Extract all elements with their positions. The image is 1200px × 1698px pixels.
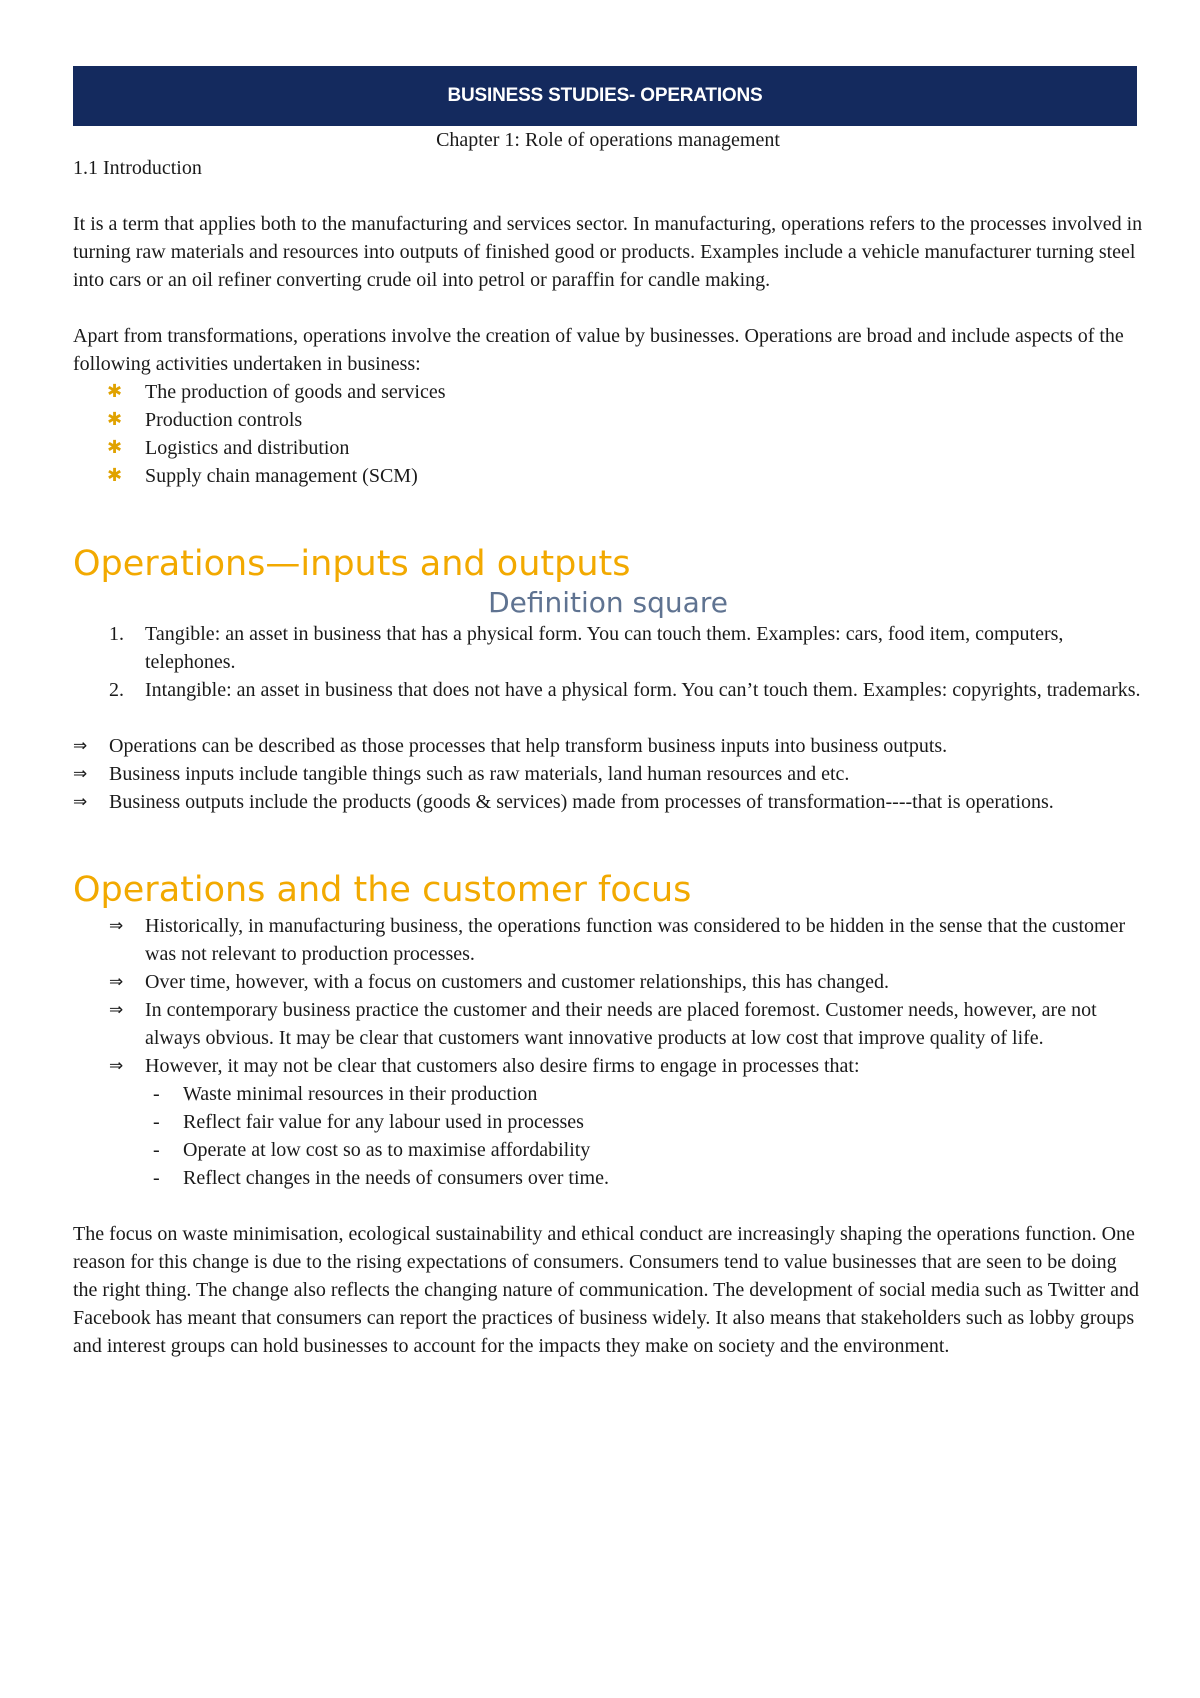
arrow-bullet-icon: ⇒ [109, 1056, 124, 1076]
list-item: - Reflect fair value for any labour used in processes [73, 1108, 1143, 1136]
list-item: 1. Tangible: an asset in business that has a physical form. You can touch them. Examples: cars, food item, computers, telephones. [109, 623, 1064, 673]
list-item: - Reflect changes in the needs of consumers over time. [73, 1164, 1143, 1192]
arrow-bullet-icon: ⇒ [109, 916, 124, 936]
list-item: ⇒ In contemporary business practice the customer and their needs are placed foremost. Customer needs, however, are not always obvious. It may be clear that customers want innovative products at low cost that improve quality of life. [73, 996, 1143, 1052]
list-item: ⇒ Business inputs include tangible things such as raw materials, land human resources and etc. [73, 760, 1143, 788]
inputs-outputs-heading: Operations—inputs and outputs [73, 544, 631, 584]
list-item: ⇒ Operations can be described as those processes that help transform business inputs into business outputs. [73, 732, 1143, 760]
header-title: BUSINESS STUDIES- OPERATIONS [447, 85, 763, 106]
star-bullet-icon: ✱ [107, 465, 123, 486]
header-banner [73, 66, 1137, 126]
activities-list [73, 378, 1143, 490]
star-bullet-icon: ✱ [107, 437, 123, 458]
star-bullet-icon: ✱ [107, 409, 123, 430]
arrow-bullet-icon: ⇒ [73, 792, 88, 812]
arrow-bullet-icon: ⇒ [73, 736, 88, 756]
intro-heading: 1.1 Introduction [73, 157, 202, 179]
intro-paragraph-1: It is a term that applies both to the manufacturing and services sector. In manufacturing, operations refers to the processes involved in turning raw materials and resources into outputs of finished good or products. Examples include a vehicle manufacturer turning steel into cars or an oil refiner converting crude oil into petrol or paraffin for candle making. [73, 213, 1143, 291]
dash-bullet-icon: - [153, 1139, 160, 1161]
definition-square-heading: Definition square [488, 586, 728, 619]
list-item: - Operate at low cost so as to maximise affordability [73, 1136, 1143, 1164]
arrow-bullet-icon: ⇒ [109, 1000, 124, 1020]
inputs-points-list [73, 732, 1143, 816]
arrow-bullet-icon: ⇒ [73, 764, 88, 784]
list-item: ✱ The production of goods and services [73, 378, 1143, 406]
document-body [73, 126, 1143, 1360]
chapter-title: Chapter 1: Role of operations management [436, 129, 780, 151]
closing-paragraph: The focus on waste minimisation, ecological sustainability and ethical conduct are increasingly shaping the operations function. One reason for this change is due to the rising expectations of consumers. Consumers tend to value businesses that are seen to be doing the right thing. The change also reflects the changing nature of communication. The development of social media such as Twitter and Facebook has meant that consumers can report the practices of business widely. It also means that stakeholders such as lobby groups and interest groups can hold businesses to account for the impacts they make on society and the environment. [73, 1223, 1140, 1357]
list-item: ⇒ Historically, in manufacturing business, the operations function was considered to be hidden in the sense that the customer was not relevant to production processes. [73, 912, 1143, 968]
list-item: 2. Intangible: an asset in business that does not have a physical form. You can’t touch them. Examples: copyrights, trademarks. [109, 679, 1141, 701]
star-bullet-icon: ✱ [107, 381, 123, 402]
list-item: ✱ Supply chain management (SCM) [73, 462, 1143, 490]
intro-paragraph-2: Apart from transformations, operations involve the creation of value by businesses. Operations are broad and include aspects of the following activities undertaken in business: [73, 325, 1124, 375]
customer-sub-points-list [73, 1080, 1143, 1192]
dash-bullet-icon: - [153, 1083, 160, 1105]
list-item: ✱ Logistics and distribution [73, 434, 1143, 462]
list-item: - Waste minimal resources in their production [73, 1080, 1143, 1108]
customer-focus-heading: Operations and the customer focus [73, 870, 692, 910]
list-item: ⇒ Over time, however, with a focus on customers and customer relationships, this has changed. [73, 968, 1143, 996]
definitions-list [73, 620, 1143, 704]
customer-points-list [73, 912, 1143, 1080]
list-item: ✱ Production controls [73, 406, 1143, 434]
dash-bullet-icon: - [153, 1167, 160, 1189]
list-item: ⇒ Business outputs include the products (goods & services) made from processes of transformation----that is operations. [73, 788, 1143, 816]
arrow-bullet-icon: ⇒ [109, 972, 124, 992]
dash-bullet-icon: - [153, 1111, 160, 1133]
list-item: ⇒ However, it may not be clear that customers also desire firms to engage in processes that: [73, 1052, 1143, 1080]
